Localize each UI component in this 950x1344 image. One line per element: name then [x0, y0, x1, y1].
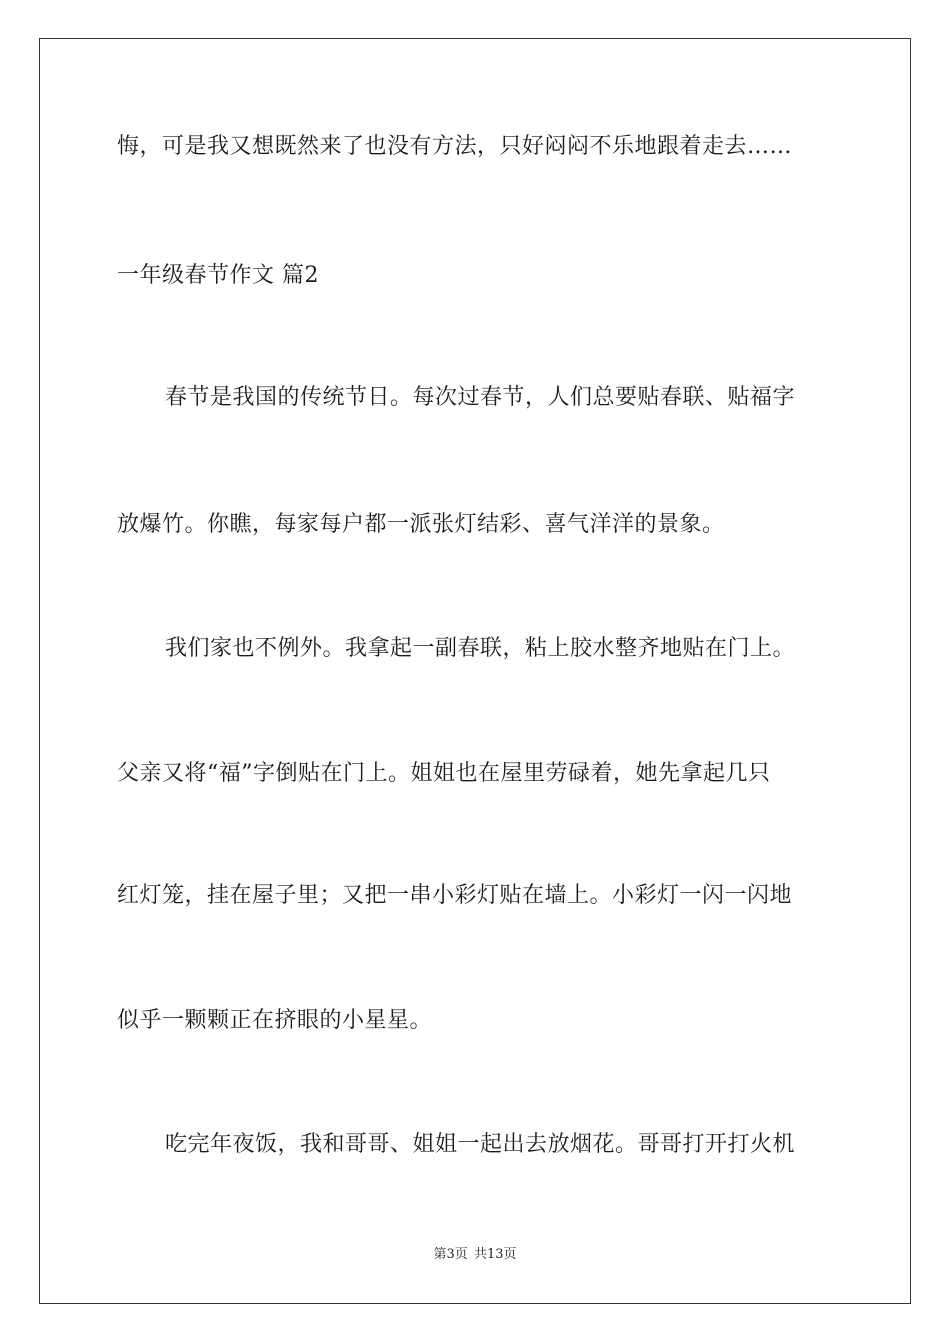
- paragraph-line: 放爆竹。你瞧，每家每户都一派张灯结彩、喜气洋洋的景象。: [117, 512, 725, 537]
- page-total: 共13页: [473, 1247, 517, 1262]
- paragraph-line: 父亲又将“福”字倒贴在门上。姐姐也在屋里劳碌着，她先拿起几只: [117, 761, 771, 786]
- paragraph-line: 吃完年夜饭，我和哥哥、姐姐一起出去放烟花。哥哥打开打火机: [165, 1132, 796, 1157]
- paragraph-line: 悔，可是我又想既然来了也没有方法，只好闷闷不乐地跟着走去……: [117, 134, 793, 159]
- paragraph-line: 红灯笼，挂在屋子里；又把一串小彩灯贴在墙上。小彩灯一闪一闪地: [117, 883, 793, 908]
- page-border: [39, 38, 911, 1304]
- section-heading: 一年级春节作文 篇2: [117, 263, 319, 288]
- paragraph-line: 春节是我国的传统节日。每次过春节，人们总要贴春联、贴福字: [165, 385, 796, 410]
- page-footer: [0, 1246, 950, 1264]
- paragraph-line: 似乎一颗颗正在挤眼的小星星。: [117, 1008, 433, 1033]
- paragraph-line: 我们家也不例外。我拿起一副春联，粘上胶水整齐地贴在门上。: [165, 636, 796, 661]
- page-number: 第3页: [433, 1247, 468, 1262]
